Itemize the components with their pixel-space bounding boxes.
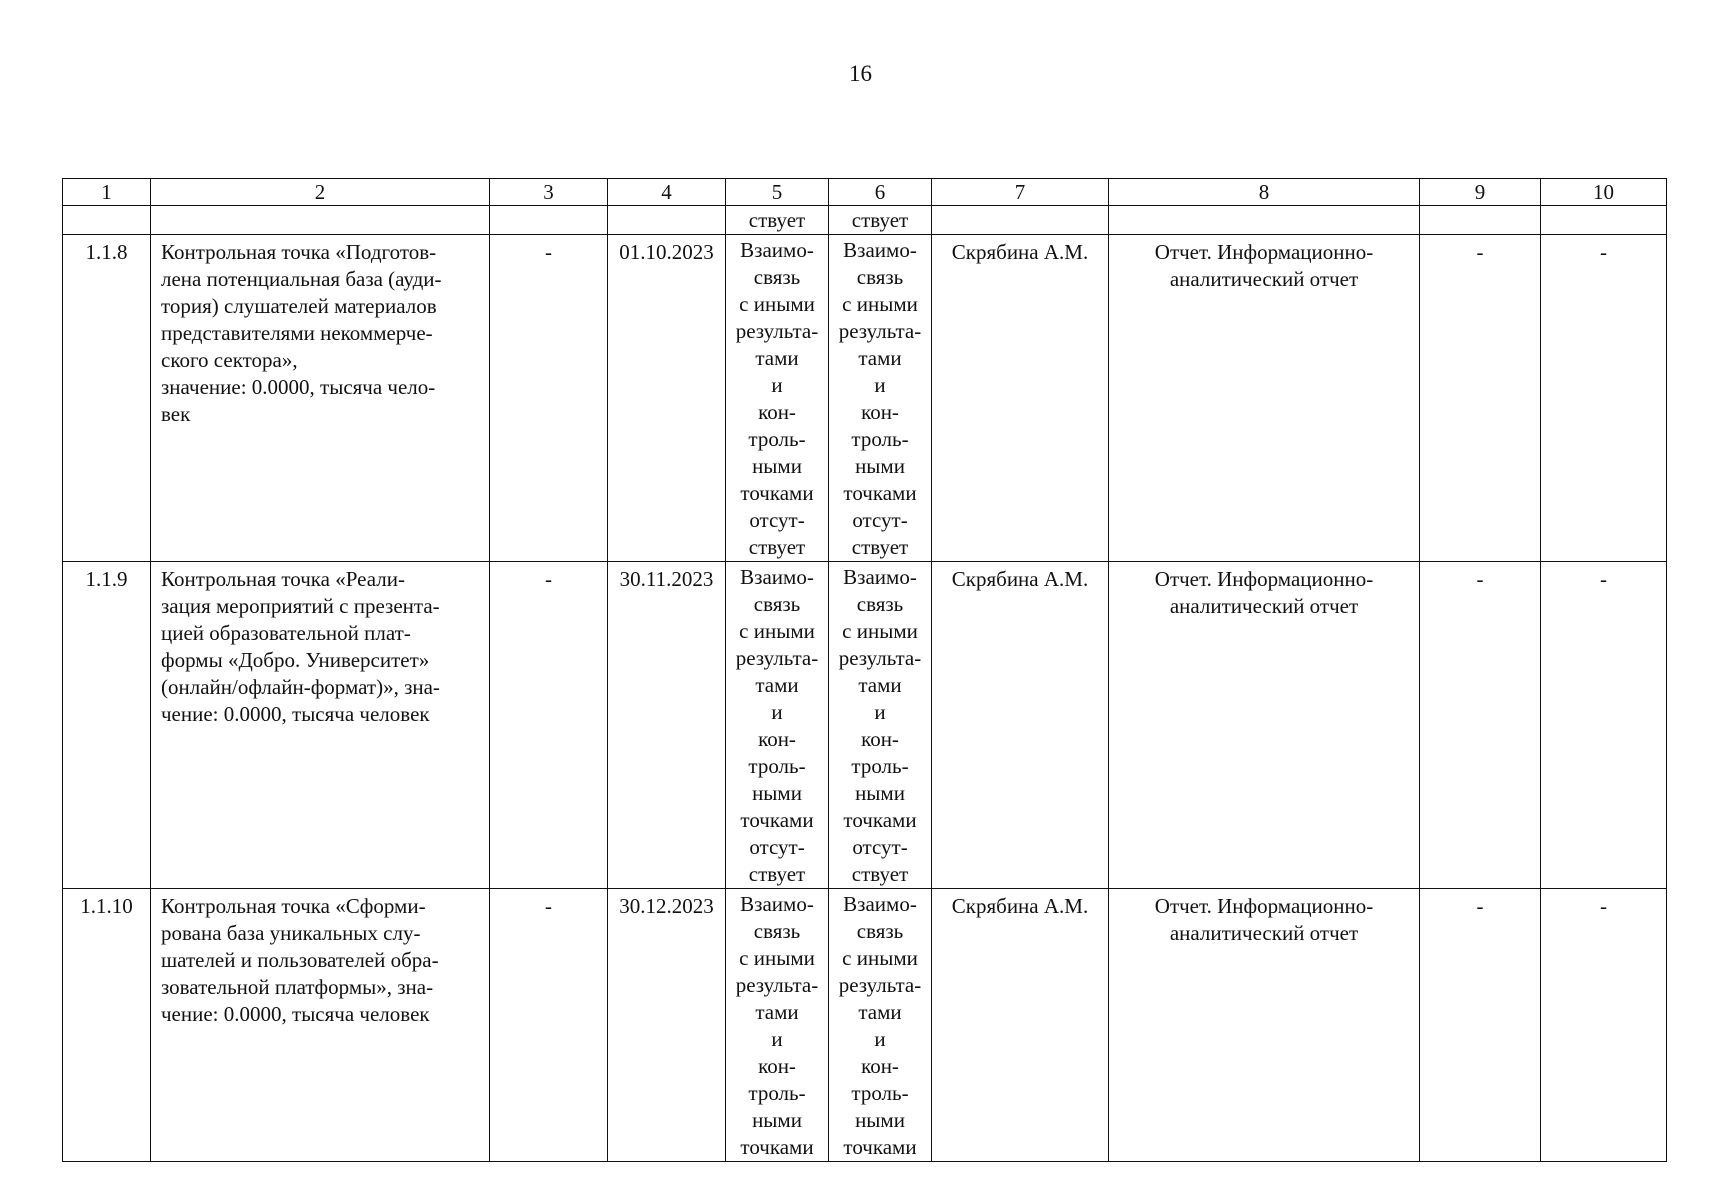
row-date: 30.11.2023 [608, 562, 726, 889]
row-col6: Взаимо- связь с иными результа- тами и кон- троль- ными точками отсут- ствует [829, 235, 932, 562]
continuation-cell [1541, 206, 1667, 235]
row-col10: - [1541, 889, 1667, 1162]
row-col5: Взаимо- связь с иными результа- тами и кон- троль- ными точками отсут- ствует [726, 235, 829, 562]
control-points-table [62, 178, 1667, 1162]
row-col5: Взаимо- связь с иными результа- тами и кон- троль- ными точками [726, 889, 829, 1162]
table-row [63, 235, 1667, 562]
continuation-cell [1109, 206, 1420, 235]
continuation-cell [608, 206, 726, 235]
column-number: 7 [932, 179, 1109, 206]
row-document: Отчет. Информационно- аналитический отчет [1109, 562, 1420, 889]
column-number: 2 [151, 179, 490, 206]
row-number: 1.1.8 [63, 235, 151, 562]
row-col5: Взаимо- связь с иными результа- тами и кон- троль- ными точками отсут- ствует [726, 562, 829, 889]
column-number: 4 [608, 179, 726, 206]
continuation-row [63, 206, 1667, 235]
continuation-cell [490, 206, 608, 235]
row-col9: - [1420, 562, 1541, 889]
continuation-cell: ствует [829, 206, 932, 235]
column-number: 5 [726, 179, 829, 206]
row-responsible: Скрябина А.М. [932, 235, 1109, 562]
continuation-cell [63, 206, 151, 235]
row-date: 30.12.2023 [608, 889, 726, 1162]
row-description: Контрольная точка «Подготов- лена потенциальная база (ауди- тория) слушателей материалов представителями некоммерче- ского сектора», значение: 0.0000, тысяча чело- век [151, 235, 490, 562]
table-row [63, 889, 1667, 1162]
row-col6: Взаимо- связь с иными результа- тами и кон- троль- ными точками отсут- ствует [829, 562, 932, 889]
row-col6: Взаимо- связь с иными результа- тами и кон- троль- ными точками [829, 889, 932, 1162]
column-number: 3 [490, 179, 608, 206]
row-description: Контрольная точка «Реали- зация мероприятий с презента- цией образовательной плат- формы «Добро. Университет» (онлайн/офлайн-формат)», зна- чение: 0.0000, тысяча человек [151, 562, 490, 889]
page-number: 16 [849, 61, 872, 86]
row-col9: - [1420, 235, 1541, 562]
column-number: 9 [1420, 179, 1541, 206]
column-number-row [63, 179, 1667, 206]
row-col3: - [490, 235, 608, 562]
row-responsible: Скрябина А.М. [932, 889, 1109, 1162]
row-number: 1.1.10 [63, 889, 151, 1162]
continuation-cell: ствует [726, 206, 829, 235]
continuation-cell [932, 206, 1109, 235]
row-number: 1.1.9 [63, 562, 151, 889]
row-date: 01.10.2023 [608, 235, 726, 562]
row-col3: - [490, 562, 608, 889]
row-document: Отчет. Информационно- аналитический отчет [1109, 889, 1420, 1162]
continuation-cell [1420, 206, 1541, 235]
column-number: 6 [829, 179, 932, 206]
table-row [63, 562, 1667, 889]
row-col3: - [490, 889, 608, 1162]
row-description: Контрольная точка «Сформи- рована база уникальных слу- шателей и пользователей обра- зовательной платформы», зна- чение: 0.0000, тысяча человек [151, 889, 490, 1162]
column-number: 10 [1541, 179, 1667, 206]
column-number: 1 [63, 179, 151, 206]
row-responsible: Скрябина А.М. [932, 562, 1109, 889]
row-col9: - [1420, 889, 1541, 1162]
column-number: 8 [1109, 179, 1420, 206]
row-col10: - [1541, 235, 1667, 562]
row-col10: - [1541, 562, 1667, 889]
continuation-cell [151, 206, 490, 235]
row-document: Отчет. Информационно- аналитический отчет [1109, 235, 1420, 562]
